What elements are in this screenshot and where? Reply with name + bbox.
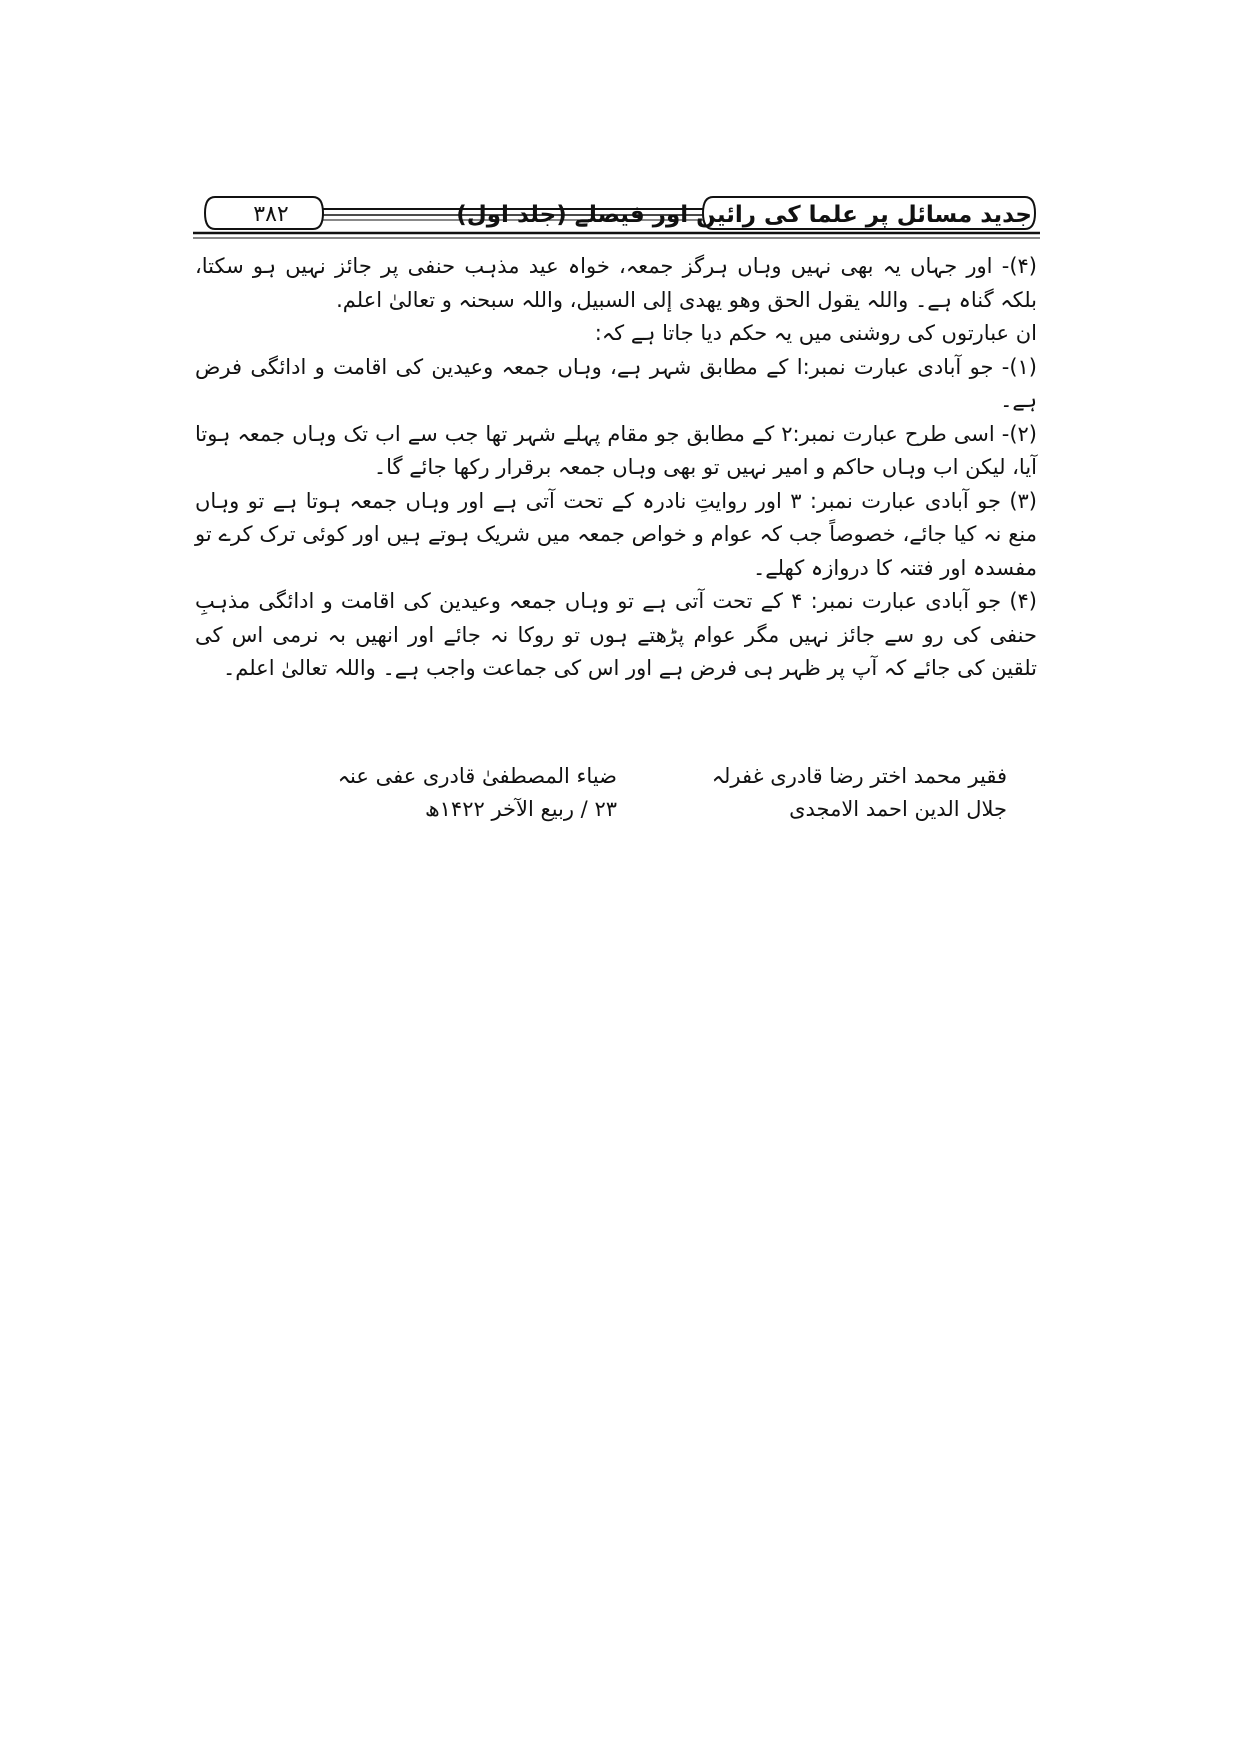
signatory-name: فقیر محمد اختر رضا قادری غفرلہ <box>711 764 1007 788</box>
signature-block <box>195 760 1037 840</box>
signature-date: ۲۳ / ربیع الآخر ۱۴۲۲ھ <box>424 797 617 821</box>
signature-right <box>677 760 1007 826</box>
page-number: ۳۸۲ <box>253 202 289 227</box>
ruling-4: (۴) جو آبادی عبارت نمبر: ۴ کے تحت آتی ہے تو وہاں جمعہ وعیدین کی اقامت و ادائگی مذہبِ حنفی کی رو سے جائز نہیں مگر عوام پڑھتے ہوں تو روکا نہ جائے اور انھیں بہ نرمی اس کی تلقین کی جائے کہ آپ پر ظہر ہی فرض ہے اور اس کی جماعت واجب ہے۔ واللہ تعالیٰ اعلم۔ <box>195 589 1037 680</box>
ruling-intro: ان عبارتوں کی روشنی میں یہ حکم دیا جاتا ہے کہ: <box>594 321 1037 345</box>
signatory-name: ضیاء المصطفیٰ قادری عفی عنہ <box>337 764 617 788</box>
book-title: جدید مسائل پر علما کی رائیں اور فیصلے (جلد اول) <box>456 202 1032 228</box>
paragraph-4a: (۴)- اور جہاں یہ بھی نہیں وہاں ہرگز جمعہ، خواہ عید مذہب حنفی پر جائز نہیں ہو سکتا، بلکہ گناہ ہے۔ واللہ یقول الحق وھو یھدی إلی السبیل، واللہ سبحنہ و تعالیٰ اعلم. <box>195 254 1037 312</box>
ruling-1: (۱)- جو آبادی عبارت نمبر:ا کے مطابق شہر ہے، وہاں جمعہ وعیدین کی اقامت و ادائگی فرض ہے۔ <box>195 354 1037 412</box>
signature-left <box>287 760 617 826</box>
ruling-3: (۳) جو آبادی عبارت نمبر: ۳ اور روایتِ نادرہ کے تحت آتی ہے اور وہاں جمعہ ہوتا ہے تو وہاں منع نہ کیا جائے، خصوصاً جب کہ عوام و خواص جمعہ میں شریک ہوتے ہیں اور کوئی ترک کرے تو مفسدہ اور فتنہ کا دروازہ کھلے۔ <box>195 488 1037 580</box>
page-header <box>193 193 1040 239</box>
signatory-name: جلال الدین احمد الامجدی <box>789 797 1007 821</box>
ruling-2: (۲)- اسی طرح عبارت نمبر:۲ کے مطابق جو مقام پہلے شہر تھا جب سے اب تک وہاں جمعہ ہوتا آیا، لیکن اب وہاں حاکم و امیر نہیں تو بھی وہاں جمعہ برقرار رکھا جائے گا۔ <box>195 421 1037 479</box>
body-text <box>195 250 1037 686</box>
